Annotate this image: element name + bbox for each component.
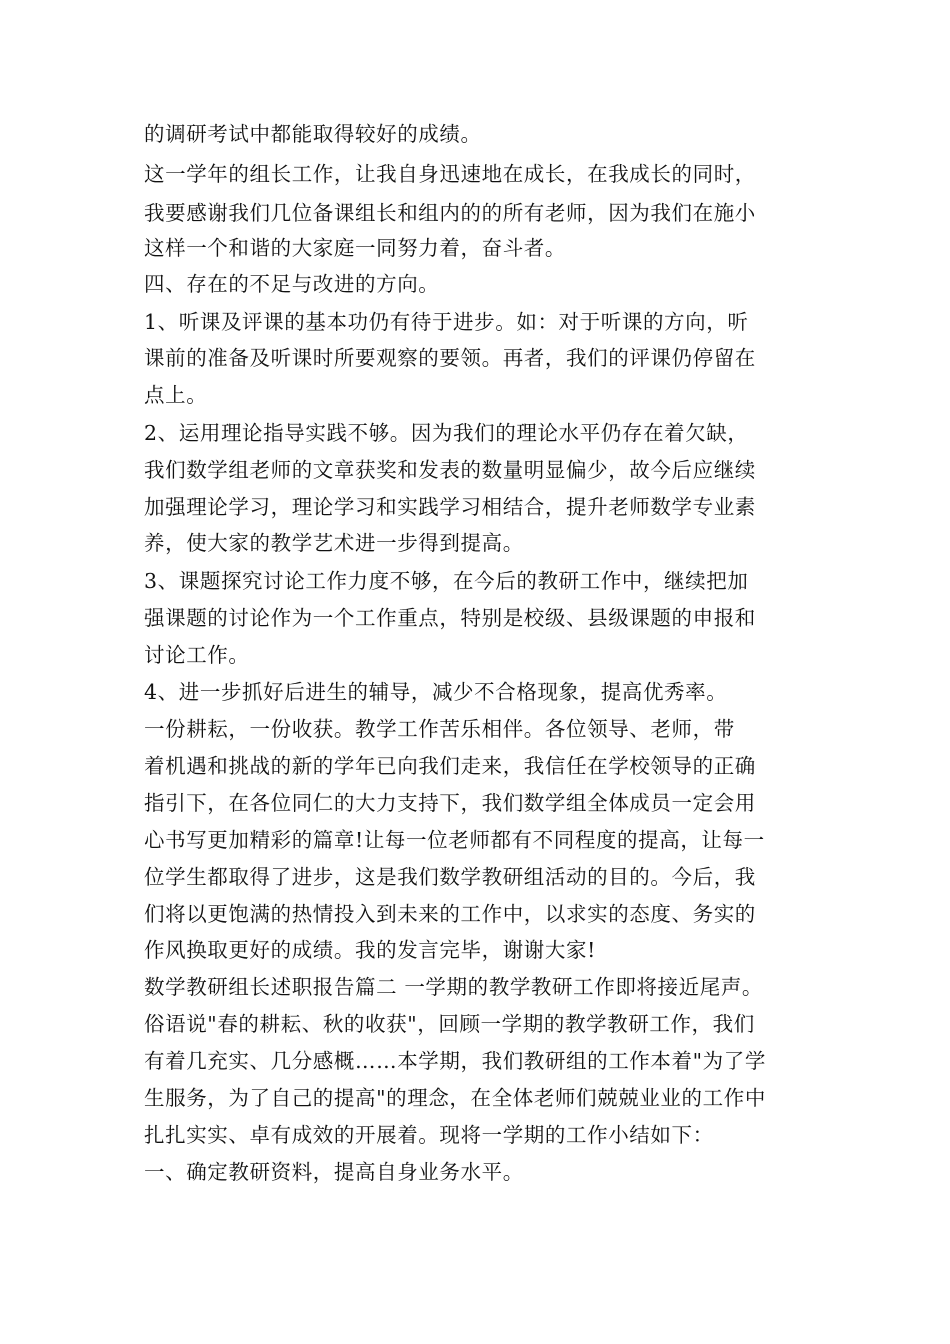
text-line: 俗语说"春的耕耘、秋的收获"，回顾一学期的教学教研工作，我们 bbox=[144, 1012, 755, 1036]
text-line: 讨论工作。 bbox=[144, 643, 250, 667]
text-line: 扎扎实实、卓有成效的开展着。现将一学期的工作小结如下： bbox=[144, 1123, 714, 1147]
text-line: 我们数学组老师的文章获奖和发表的数量明显偏少，故今后应继续 bbox=[144, 458, 756, 482]
text-line: 4、进一步抓好后进生的辅导，减少不合格现象，提高优秀率。 bbox=[144, 680, 728, 704]
text-line: 们将以更饱满的热情投入到未来的工作中，以求实的态度、务实的 bbox=[144, 902, 756, 926]
text-line: 点上。 bbox=[144, 383, 208, 407]
text-line: 课前的准备及听课时所要观察的要领。再者，我们的评课仍停留在 bbox=[144, 346, 756, 370]
text-line: 2、运用理论指导实践不够。因为我们的理论水平仍存在着欠缺， bbox=[144, 421, 749, 445]
text-line: 一份耕耘，一份收获。教学工作苦乐相伴。各位领导、老师，带 bbox=[144, 717, 735, 741]
text-line: 3、课题探究讨论工作力度不够，在今后的教研工作中，继续把加 bbox=[144, 569, 749, 593]
section-heading: 四、存在的不足与改进的方向。 bbox=[144, 272, 440, 296]
text-line: 强课题的讨论作为一个工作重点，特别是校级、县级课题的申报和 bbox=[144, 606, 756, 630]
text-line: 着机遇和挑战的新的学年已向我们走来，我信任在学校领导的正确 bbox=[144, 754, 756, 778]
text-line: 这样一个和谐的大家庭一同努力着，奋斗者。 bbox=[144, 236, 566, 260]
text-line: 指引下，在各位同仁的大力支持下，我们数学组全体成员一定会用 bbox=[144, 791, 756, 815]
text-line: 养，使大家的教学艺术进一步得到提高。 bbox=[144, 531, 524, 555]
text-line: 的调研考试中都能取得较好的成绩。 bbox=[144, 122, 482, 146]
text-line: 有着几充实、几分感概……本学期，我们教研组的工作本着"为了学 bbox=[144, 1049, 766, 1073]
text-line: 1、听课及评课的基本功仍有待于进步。如：对于听课的方向，听 bbox=[144, 310, 749, 334]
text-line: 作风换取更好的成绩。我的发言完毕，谢谢大家! bbox=[144, 938, 596, 962]
section-heading: 一、确定教研资料，提高自身业务水平。 bbox=[144, 1160, 524, 1184]
text-line: 我要感谢我们几位备课组长和组内的的所有老师，因为我们在施小 bbox=[144, 201, 756, 225]
report-title-line: 数学教研组长述职报告篇二 一学期的教学教研工作即将接近尾声。 bbox=[144, 975, 764, 999]
text-line: 心书写更加精彩的篇章!让每一位老师都有不同程度的提高，让每一 bbox=[144, 828, 765, 852]
text-line: 加强理论学习，理论学习和实践学习相结合，提升老师数学专业素 bbox=[144, 495, 756, 519]
text-line: 生服务，为了自己的提高"的理念，在全体老师们兢兢业业的工作中 bbox=[144, 1086, 766, 1110]
text-line: 位学生都取得了进步，这是我们数学教研组活动的目的。今后，我 bbox=[144, 865, 756, 889]
text-line: 这一学年的组长工作，让我自身迅速地在成长，在我成长的同时， bbox=[144, 162, 756, 186]
